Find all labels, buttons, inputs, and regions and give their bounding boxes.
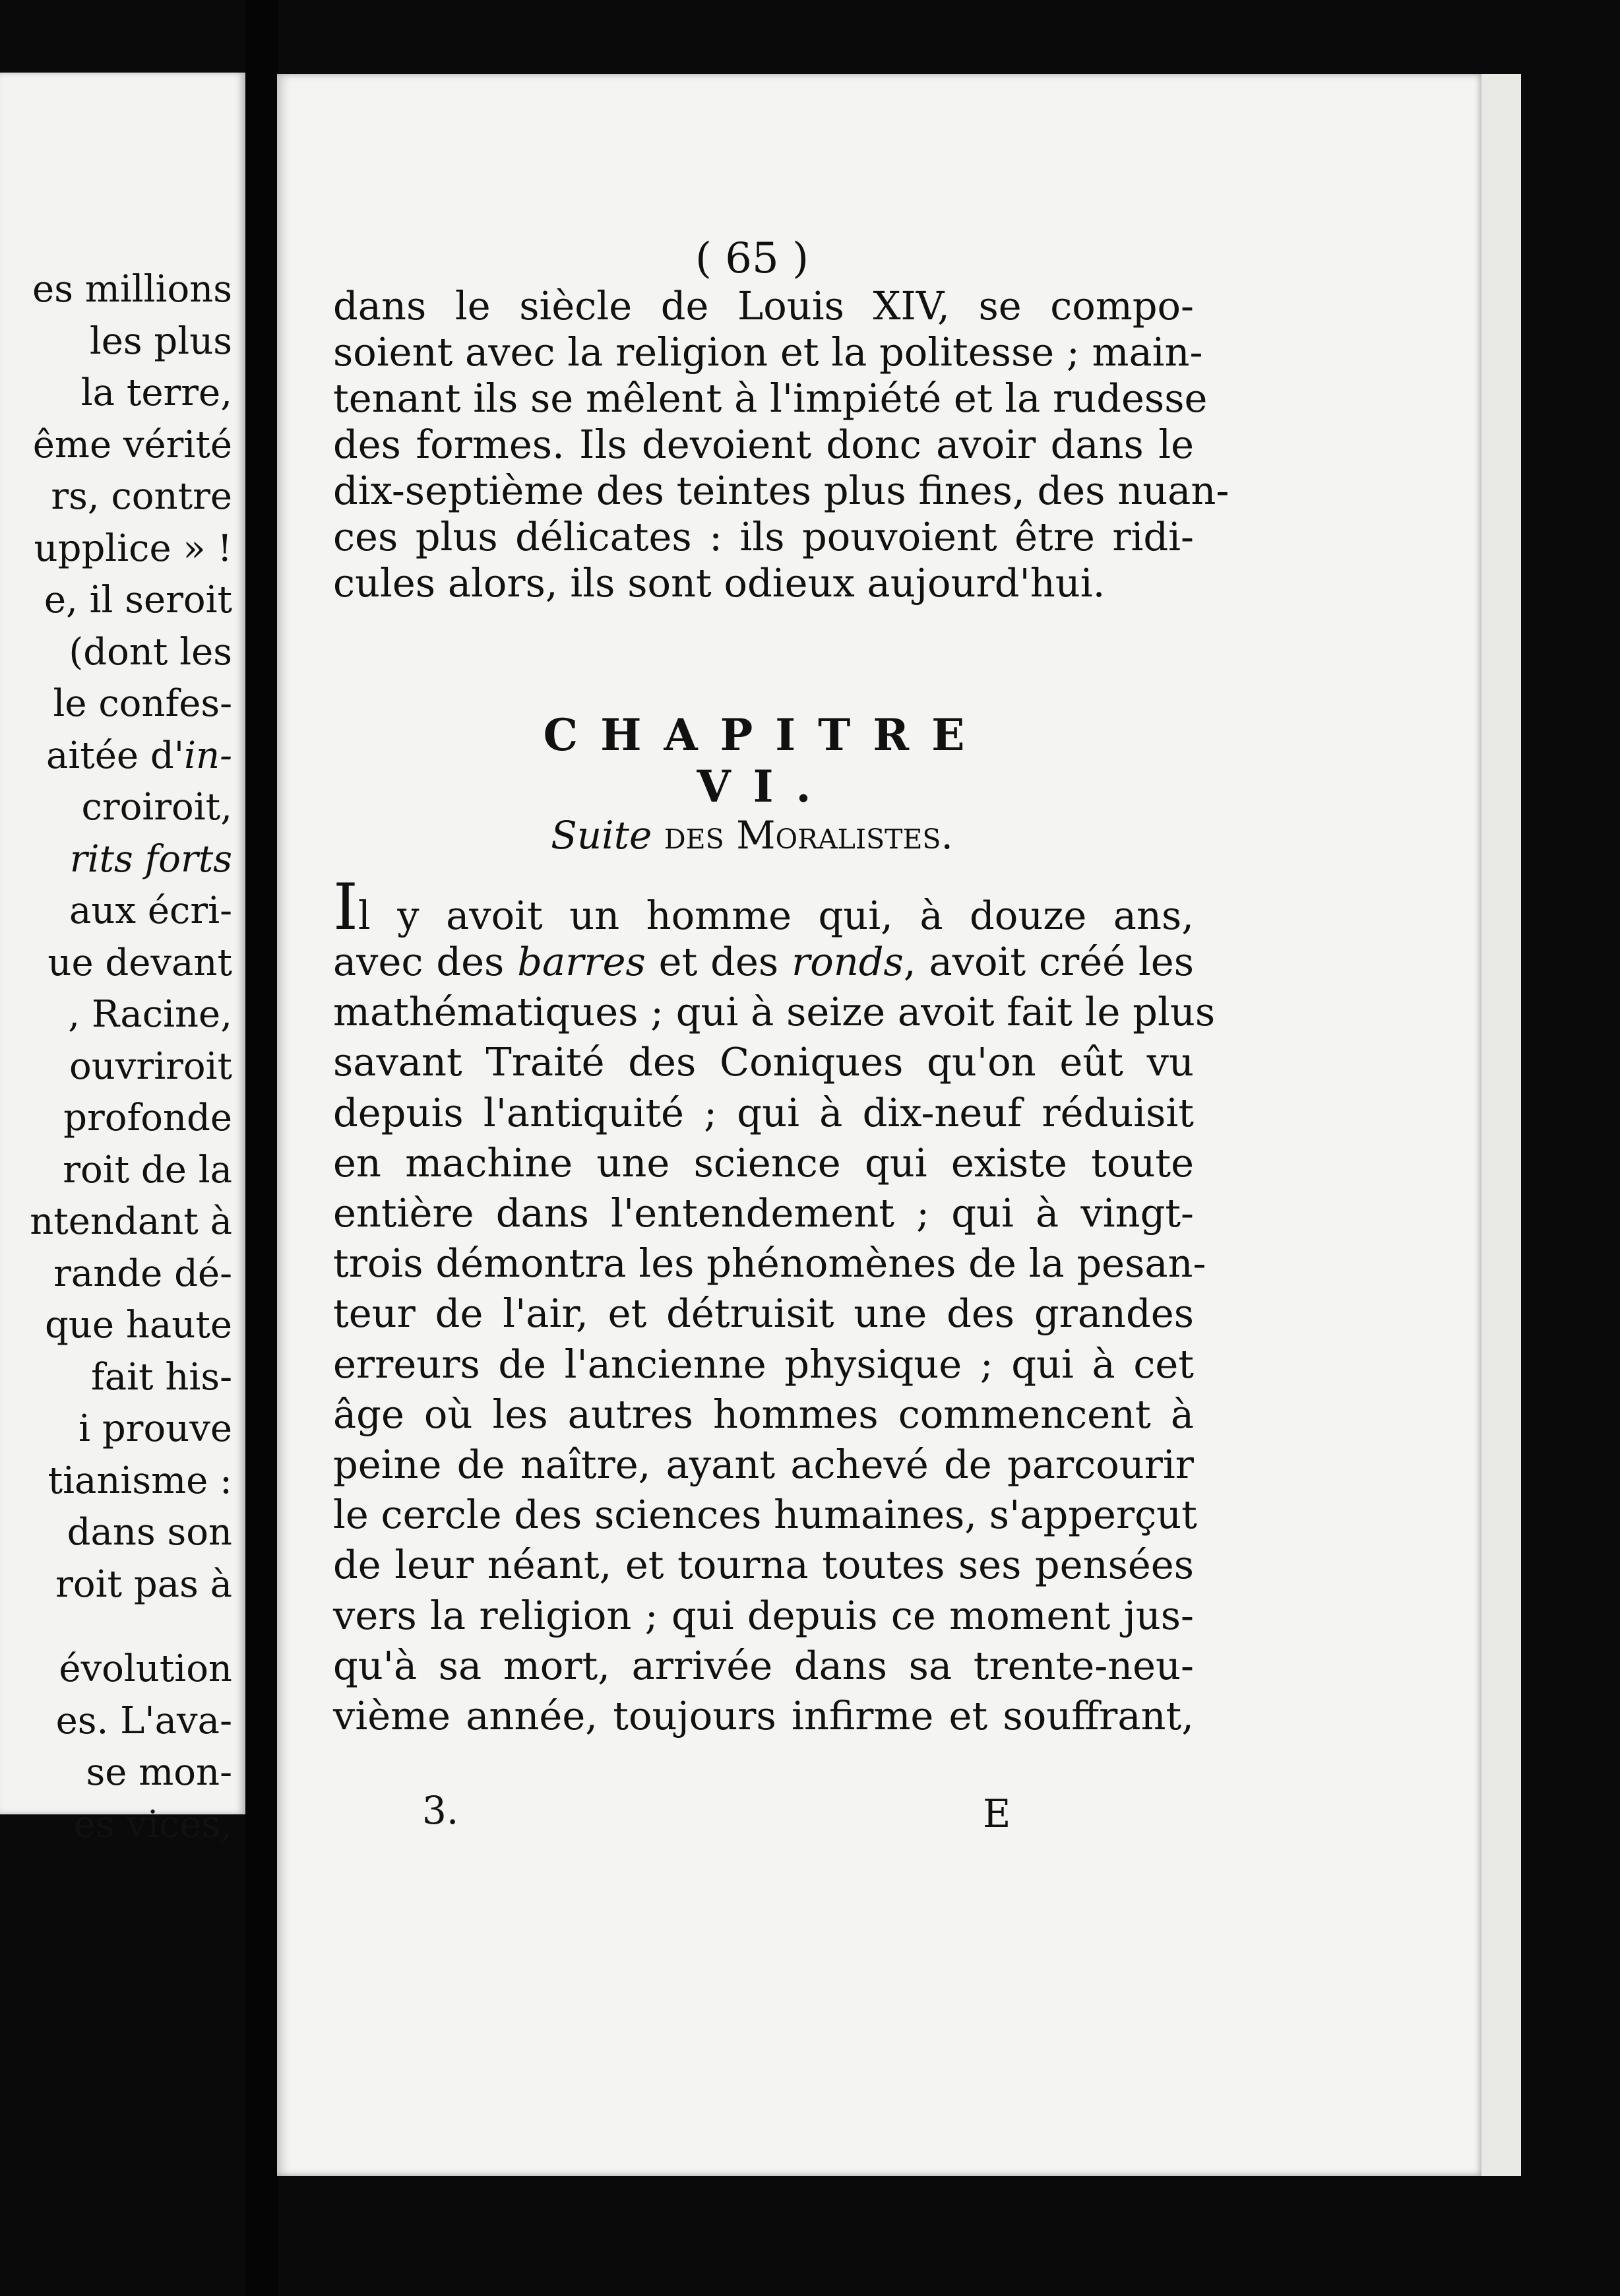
text-line: le cercle des sciences humaines, s'apperçut [333, 1492, 1197, 1538]
left-page-line: rande dé- [53, 1252, 232, 1295]
left-page-line: les plus [89, 319, 232, 363]
chapter-subtitle [501, 813, 1003, 858]
left-page-line: dans son [67, 1511, 232, 1554]
text-line: soient avec la religion et la politesse ; main- [333, 329, 1203, 375]
volume-signature: 3. [422, 1788, 459, 1833]
left-page-line: rits forts [69, 837, 232, 881]
text-line: erreurs de l'ancienne physique ; qui à cet [333, 1341, 1194, 1387]
first-line-text: l y avoit un homme qui, à douze ans, [358, 893, 1194, 938]
text-line: depuis l'antiquité ; qui à dix-neuf réduisit [333, 1089, 1194, 1135]
left-page-line: rs, contre [51, 475, 232, 518]
left-page-line: ouvriroit [69, 1044, 232, 1088]
text-line: peine de naître, ayant achevé de parcourir [333, 1442, 1194, 1487]
left-page-line: que haute [44, 1304, 232, 1347]
left-page-fragment [0, 73, 245, 1846]
left-page-line [0, 1610, 232, 1643]
left-page-line: ue devant [47, 941, 232, 984]
left-page-line: roit pas à [55, 1562, 232, 1606]
left-page-line: se mon- [86, 1751, 232, 1794]
text-line: dans le siècle de Louis XIV, se compo- [333, 283, 1194, 329]
text-line: en machine une science qui existe toute [333, 1139, 1194, 1186]
text-line: qu'à sa mort, arrivée dans sa trente-neu- [333, 1642, 1194, 1688]
text-line: tenant ils se mêlent à l'impiété et la rudesse [333, 375, 1208, 421]
page-number: ( 65 ) [695, 234, 809, 283]
gathering-signature: E [983, 1791, 1011, 1836]
text-line: cules alors, ils sont odieux aujourd'hui. [333, 560, 1106, 606]
text-line: avec des barres et des ronds, avoit créé les [333, 939, 1194, 984]
left-page-line: es. L'ava- [55, 1699, 232, 1742]
left-page-text [0, 264, 232, 1851]
left-page-line: (dont les [69, 630, 232, 674]
page-edge [1481, 74, 1521, 2176]
text-line: de leur néant, et tourna toutes ses pensées [333, 1542, 1194, 1588]
left-page-line: le confes- [53, 682, 232, 725]
left-page-line: tianisme : [47, 1459, 232, 1502]
book-gutter [245, 0, 278, 2296]
text-line: âge où les autres hommes commencent à [333, 1391, 1194, 1437]
left-page-line: i prouve [78, 1407, 232, 1450]
left-page-line: croiroit, [81, 786, 232, 829]
text-line: trois démontra les phénomènes de la pesan- [333, 1240, 1206, 1287]
chapter-subtitle-rest: des Moralistes. [664, 813, 953, 858]
left-page-line: roit de la [63, 1148, 232, 1192]
left-page-line: aitée d'in- [46, 734, 232, 777]
left-page-line: es millions [32, 268, 232, 311]
text-line: mathématiques ; qui à seize avoit fait le plus [333, 989, 1216, 1035]
text-line: entière dans l'entendement ; qui à vingt- [333, 1190, 1194, 1236]
drop-cap: I [333, 870, 358, 944]
text-line: vième année, toujours infirme et souffrant, [333, 1693, 1194, 1738]
left-page-line: évolution [59, 1647, 232, 1690]
left-page-line: fait his- [91, 1355, 232, 1399]
text-line: teur de l'air, et détruisit une des grandes [333, 1291, 1194, 1337]
chapter-heading: CHAPITRE VI. [543, 709, 987, 812]
first-body-line [333, 870, 1194, 944]
text-line: vers la religion ; qui depuis ce moment jus- [333, 1592, 1194, 1638]
left-page-line: ntendant à [30, 1200, 232, 1243]
left-page-line: e, il seroit [44, 579, 232, 622]
text-line: savant Traité des Coniques qu'on eût vu [333, 1039, 1194, 1085]
left-page-line: aux écri- [69, 889, 232, 932]
left-page-line: es vices, [73, 1802, 232, 1846]
left-page-line: upplice » ! [34, 526, 232, 570]
left-page-line: ême vérité [32, 423, 232, 466]
text-line: dix-septième des teintes plus fines, des nuan- [333, 468, 1230, 513]
left-page-line: la terre, [80, 371, 232, 414]
left-page-line: profonde [63, 1097, 232, 1139]
chapter-subtitle-italic: Suite [551, 813, 652, 858]
left-page-line: , Racine, [68, 993, 232, 1036]
text-line: ces plus délicates : ils pouvoient être ridi- [333, 514, 1194, 559]
text-line: des formes. Ils devoient donc avoir dans le [333, 422, 1194, 467]
